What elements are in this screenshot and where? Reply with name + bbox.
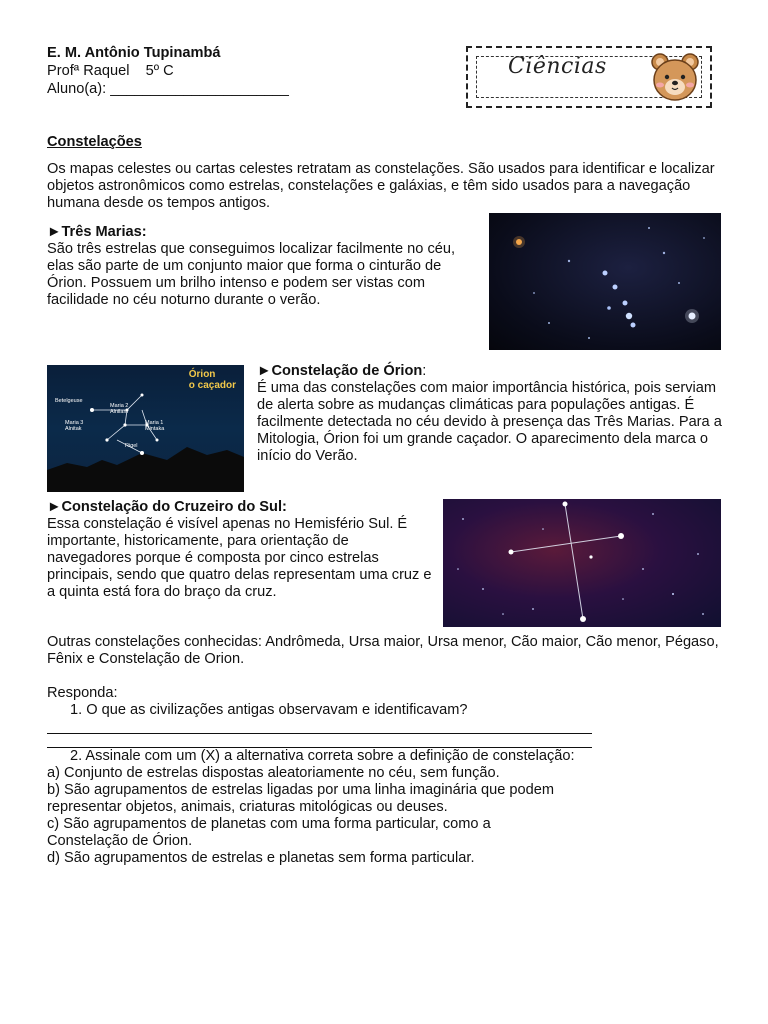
tres-marias-heading: ►Três Marias: xyxy=(47,224,147,240)
question-1: 1. O que as civilizações antigas observavam e identificavam? xyxy=(70,702,468,718)
option-c[interactable]: c) São agrupamentos de planetas com uma forma particular, como a Constelação de Órion. xyxy=(47,816,491,849)
orion-image-caption: Órion o caçador xyxy=(188,369,236,391)
teacher-class: Profª Raquel 5º C xyxy=(47,63,174,79)
answer-line-2[interactable] xyxy=(47,734,592,748)
option-a[interactable]: a) Conjunto de estrelas dispostas aleatoriamente no céu, sem função. xyxy=(47,765,500,781)
student-name-field[interactable]: Aluno(a): ______________________ xyxy=(47,81,289,97)
subject-badge xyxy=(466,46,712,108)
star-label-alnitak: Maria 3 Alnitak xyxy=(65,420,84,432)
star-label-betelgeuse: Betelgeuse xyxy=(55,398,83,404)
option-d[interactable]: d) São agrupamentos de estrelas e planetas sem forma particular. xyxy=(47,850,475,866)
star-label-alnilam: Maria 2 Alnilam xyxy=(110,403,129,415)
school-name: E. M. Antônio Tupinambá xyxy=(47,45,221,61)
orion-heading-colon: : xyxy=(422,363,427,379)
section-title: Constelações xyxy=(47,134,142,150)
intro-paragraph: Os mapas celestes ou cartas celestes retratam as constelações. São usados para identificar e localizar objetos astronômicos como estrelas, constelações e galáxias, e têm sido usados para a navegação humana desde os tempos antigos. xyxy=(47,161,715,211)
orion-heading: ►Constelação de Órion xyxy=(257,363,423,379)
answer-line-1[interactable] xyxy=(47,719,592,734)
questions-section xyxy=(47,685,737,867)
star-label-mintaka: Maria 1 Mintaka xyxy=(145,420,165,432)
orion-night-sky-photo xyxy=(489,213,721,350)
other-constellations-paragraph: Outras constelações conhecidas: Andrômeda, Ursa maior, Ursa menor, Cão maior, Cão menor, Pégaso, Fênix e Constelação de Orion. xyxy=(47,634,719,667)
bear-face-icon xyxy=(650,52,700,104)
orion-section xyxy=(257,363,727,465)
southern-cross-photo xyxy=(443,499,721,627)
question-2: 2. Assinale com um (X) a alternativa correta sobre a definição de constelação: xyxy=(70,748,575,764)
cruzeiro-body: Essa constelação é visível apenas no Hemisfério Sul. É importante, historicamente, para orientação de navegadores porque é composta por cinco estrelas principais, sendo que quatro delas representam uma cruz e a quinta está fora do braço da cruz. xyxy=(47,516,432,600)
tres-marias-section xyxy=(47,224,482,309)
tres-marias-body: São três estrelas que conseguimos localizar facilmente no céu, elas são parte de um conjunto maior que forma o cinturão de Órion. Possuem um brilho intenso e podem ser vistas com facilidade no céu noturno durante o verão. xyxy=(47,241,456,308)
star-label-rigel: Rigel xyxy=(125,443,138,449)
worksheet-header xyxy=(47,44,289,98)
orion-labeled-diagram xyxy=(47,365,244,492)
option-b[interactable]: b) São agrupamentos de estrelas ligadas por uma linha imaginária que podem representar objetos, animais, criaturas mitológicas ou deuses. xyxy=(47,782,555,815)
subject-title: Ciências xyxy=(508,54,607,79)
cruzeiro-section xyxy=(47,499,437,601)
responda-label: Responda: xyxy=(47,685,118,701)
orion-body: É uma das constelações com maior importância histórica, pois serviam de alerta sobre as mudanças climáticas para populações antigas. É facilmente detectada no céu devido à presença das Três Marias. Para a Mitologia, Órion foi um grande caçador. O aparecimento dela marca o início do Verão. xyxy=(257,380,722,464)
cruzeiro-heading: ►Constelação do Cruzeiro do Sul: xyxy=(47,499,287,515)
